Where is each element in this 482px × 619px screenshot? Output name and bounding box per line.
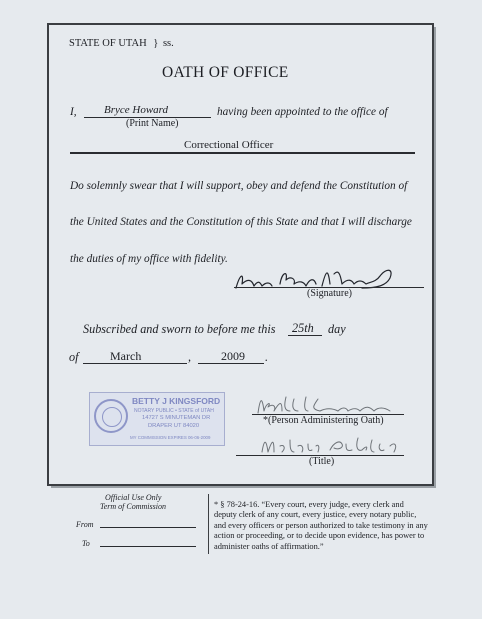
to-line[interactable] xyxy=(100,546,196,547)
stamp-line-4: MY COMMISSION EXPIRES 06-06-2009 xyxy=(130,435,211,440)
to-label: To xyxy=(82,539,90,548)
year-value: 2009 xyxy=(221,349,245,363)
oath-line-1: Do solemnly swear that I will support, obey and defend the Constitution of xyxy=(70,180,408,192)
title-signature xyxy=(258,434,408,456)
appointed-text: having been appointed to the office of xyxy=(217,106,388,118)
oath-line-3: the duties of my office with fidelity. xyxy=(70,253,228,265)
year-underline xyxy=(198,363,264,364)
sworn-text: Subscribed and sworn to before me this xyxy=(83,322,276,336)
stamp-name: BETTY J KINGSFORD xyxy=(132,396,221,406)
section-divider xyxy=(208,494,209,554)
pronoun-label: I, xyxy=(70,106,77,118)
notary-stamp xyxy=(89,392,225,446)
date-period: . xyxy=(265,350,269,364)
document-title: OATH OF OFFICE xyxy=(162,64,289,81)
print-name-caption: (Print Name) xyxy=(126,118,179,129)
date-comma: , xyxy=(188,350,192,364)
print-name-value: Bryce Howard xyxy=(104,104,169,116)
office-value: Correctional Officer xyxy=(184,139,274,151)
oath-line-2: the United States and the Constitution of this State and that I will discharge xyxy=(70,216,412,228)
term-heading: Term of Commission xyxy=(100,502,166,511)
from-line[interactable] xyxy=(100,527,196,528)
day-underline xyxy=(288,335,322,336)
stamp-line-2: 14727 S MINUTEMAN DR xyxy=(142,415,211,421)
official-use-heading: Official Use Only xyxy=(105,493,162,502)
brace-glyph: } xyxy=(153,38,159,49)
notary-seal-icon xyxy=(94,399,128,433)
signature-caption: (Signature) xyxy=(307,288,352,299)
office-underline xyxy=(70,152,415,154)
stamp-line-3: DRAPER UT 84020 xyxy=(148,423,200,429)
day-label: day xyxy=(328,322,346,336)
month-underline xyxy=(83,363,187,364)
month-value: March xyxy=(110,349,142,363)
ss-label: ss. xyxy=(162,38,174,49)
day-value: 25th xyxy=(292,321,314,335)
state-heading xyxy=(69,38,174,49)
title-caption: (Title) xyxy=(309,456,335,467)
of-label: of xyxy=(69,350,79,364)
admin-caption: *(Person Administering Oath) xyxy=(263,415,384,426)
statute-text: * § 78-24-16. “Every court, every judge, every clerk and deputy clerk of any court, every justice, every notary public, and every officers or person authorized to take testimony in any action or proceeding, or to decide upon evidence, has power to administer oaths of affirmation.” xyxy=(214,500,428,551)
state-label: STATE OF UTAH xyxy=(69,38,147,49)
from-label: From xyxy=(76,520,94,529)
stamp-line-1: NOTARY PUBLIC • STATE of UTAH xyxy=(134,408,214,414)
